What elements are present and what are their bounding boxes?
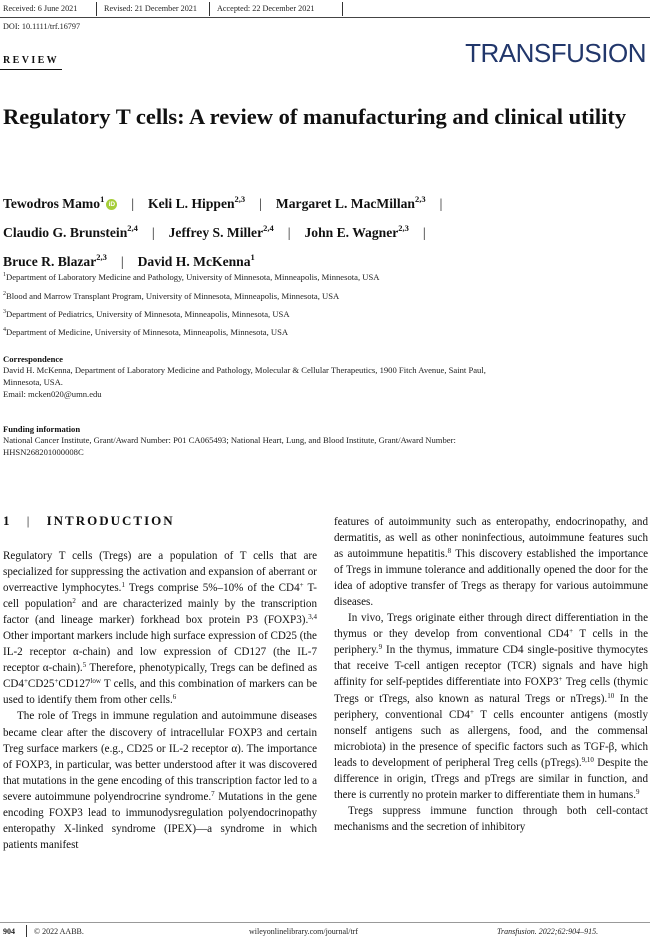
affiliation (3, 291, 339, 301)
author-affil-ref: 1 (100, 194, 105, 204)
affiliation-number: 1 (3, 272, 6, 278)
affiliation-number: 3 (3, 309, 6, 315)
affiliation (3, 327, 288, 337)
author-name[interactable]: Tewodros Mamo (3, 196, 101, 211)
author-name[interactable]: Jeffrey S. Miller (168, 225, 264, 240)
funding-heading: Funding information (3, 424, 81, 434)
footer-rule (0, 922, 650, 923)
paragraph: features of autoimmunity such as enteropathy, endocrinopathy, and dermatitis, as well as other noninfectious, autoimmune features such as autoimmune hepatitis.$^8$ This discovery established the importance of Tregs in immune tolerance and additionally opened the door for the idea of adoptive transfer of Tregs as therapy for various autoimmune diseases. (334, 516, 649, 609)
author-separator: | (131, 196, 135, 211)
author-affil-ref: 2,3 (96, 252, 107, 262)
article-title: Regulatory T cells: A review of manufacturing and clinical utility (3, 104, 627, 129)
journal-url[interactable]: wileyonlinelibrary.com/journal/trf (249, 927, 359, 936)
header-rule (0, 17, 650, 18)
received-date: Received: 6 June 2021 (3, 4, 78, 13)
paragraph: The role of Tregs in immune regulation and autoimmune diseases became clear after the discovery of intracellular FOXP3 and certain Treg surface markers (e.g., CD25 or IL-2 receptor α). The importance of FOXP3, in particular, was better understood after it was discovered that mutations in the gene encoding of this transcription factor led to a severe autoimmune polyendrocrine syndrome.$^7$ Mutations in the gene encoding FOXP3 lead to immunodysregulation polyendocrinopathy enteropathy X-linked syndrome (IPEX)—a syndrome in which patients manifest (3, 710, 317, 851)
author-affil-ref: 2,3 (398, 223, 409, 233)
author-line-2 (3, 216, 643, 245)
author-separator: | (151, 225, 155, 240)
author-separator: | (422, 225, 426, 240)
paragraph: In vivo, Tregs originate either through direct differentiation in the thymus or they develop from conventional CD4+ T cells in the periphery.$^9$ In the thymus, immature CD4 single-positive thymocytes that receive T-cell antigen receptor (TCR) signals and have high affinity for self-peptides differentiate into FOXP3+ Treg cells (thymic Tregs or tTregs, also known as natural Tregs or nTregs).$^{10}$ In the periphery, conventional CD4+ T cells encounter antigens (mostly nonself antigens such as allergens, food, and the commensal microbiota) in the presence of specific factors such as TGF-β, which leads to development of peripheral Treg cells (pTregs).$^{9,10}$ Despite the difference in origin, tTregs and pTregs are similar in function, and there is currently no protein marker to differentiate them in humans.$^9$ (334, 612, 649, 801)
author-affil-ref: 2,4 (263, 223, 274, 233)
body-column-right (334, 514, 648, 835)
affiliation-text: Department of Medicine, University of Minnesota, Minneapolis, Minnesota, USA (6, 327, 289, 337)
correspondence-email[interactable]: Email: mcken020@umn.edu (3, 389, 102, 399)
affiliation-number: 4 (3, 327, 6, 333)
author-name[interactable]: Claudio G. Brunstein (3, 225, 128, 240)
citation: Transfusion. 2022;62:904–915. (497, 927, 599, 936)
accepted-date: Accepted: 22 December 2021 (217, 4, 315, 13)
section-rule (0, 69, 62, 70)
funding-line: National Cancer Institute, Grant/Award Number: P01 CA065493; National Heart, Lung, and Blood Institute, Grant/Award Number: (3, 435, 456, 445)
correspondence-line: David H. McKenna, Department of Laboratory Medicine and Pathology, Molecular & Cellular Therapeutics, 1900 Fitch Avenue, Saint Paul, (3, 365, 486, 375)
author-name[interactable]: Keli L. Hippen (148, 196, 235, 211)
author-affil-ref: 2,4 (127, 223, 138, 233)
section-label: REVIEW (3, 55, 60, 66)
affiliation-text: Department of Laboratory Medicine and Pathology, University of Minnesota, Minneapolis, Minnesota, USA (6, 272, 380, 282)
paragraph: Tregs suppress immune function through both cell-contact mechanisms and the secretion of inhibitory (334, 804, 648, 833)
divider (96, 2, 97, 16)
author-list (3, 187, 643, 274)
author-name[interactable]: David H. McKenna (137, 254, 251, 269)
author-affil-ref: 2,3 (234, 194, 246, 204)
affiliation (3, 272, 379, 282)
author-separator: | (259, 196, 262, 211)
author-separator: | (120, 254, 124, 269)
affiliation-text: Department of Pediatrics, University of Minnesota, Minneapolis, Minnesota, USA (6, 309, 290, 319)
author-affil-ref: 1 (250, 252, 255, 262)
author-name[interactable]: Margaret L. MacMillan (275, 196, 415, 211)
author-affil-ref: 2,3 (414, 194, 426, 204)
author-line-3 (3, 245, 643, 274)
paragraph: Regulatory T cells (Tregs) are a population of T cells that are specialized for suppressing the activation and expansion of aberrant or overreactive lymphocytes.$^1$ Tregs comprise 5%–10% of the CD4+ T-cell population$^2$ and are characterized mainly by the transcription factor (and lineage marker) forkhead box protein P3 (FOXP3).$^{3,4}$ Other important markers include high surface expression of CD25 (the IL-2 receptor α-chain) and low expression of CD127 (the IL-7 receptor α-chain).$^5$ Therefore, phenotypically, Tregs can be defined as $CD4^+CD25^+CD127^{low}$ T cells, and this combination of markers can be used to identify them from other cells.$^6$ (3, 550, 318, 707)
divider (209, 2, 210, 16)
correspondence-block (3, 354, 643, 400)
section-divider: | (26, 513, 32, 528)
funding-line: HHSN268201000008C (3, 447, 84, 457)
affiliation-text: Blood and Marrow Transplant Program, University of Minnesota, Minneapolis, Minnesota, USA (6, 291, 340, 301)
section-number: 1 (3, 513, 12, 528)
funding-block (3, 424, 643, 458)
correspondence-line: Minnesota, USA. (3, 377, 63, 387)
author-name[interactable]: Bruce R. Blazar (3, 254, 97, 269)
correspondence-heading: Correspondence (3, 354, 63, 364)
author-name[interactable]: John E. Wagner (304, 225, 399, 240)
publication-dates-bar (0, 0, 650, 18)
revised-date: Revised: 21 December 2021 (104, 4, 197, 13)
journal-logo: TRANSFUSION (465, 38, 646, 68)
divider (342, 2, 343, 16)
author-separator: | (287, 225, 291, 240)
affiliation-number: 2 (3, 291, 6, 297)
body-column-left (3, 548, 317, 853)
section-title: INTRODUCTION (46, 513, 175, 528)
divider (26, 925, 27, 937)
doi: DOI: 10.1111/trf.16797 (3, 22, 81, 31)
orcid-icon[interactable]: iD (106, 199, 117, 210)
page-number: 904 (3, 927, 15, 936)
author-separator: | (439, 196, 443, 211)
affiliation (3, 309, 290, 319)
section-heading (3, 513, 175, 529)
author-line-1 (3, 187, 643, 216)
copyright: © 2022 AABB. (34, 927, 84, 936)
